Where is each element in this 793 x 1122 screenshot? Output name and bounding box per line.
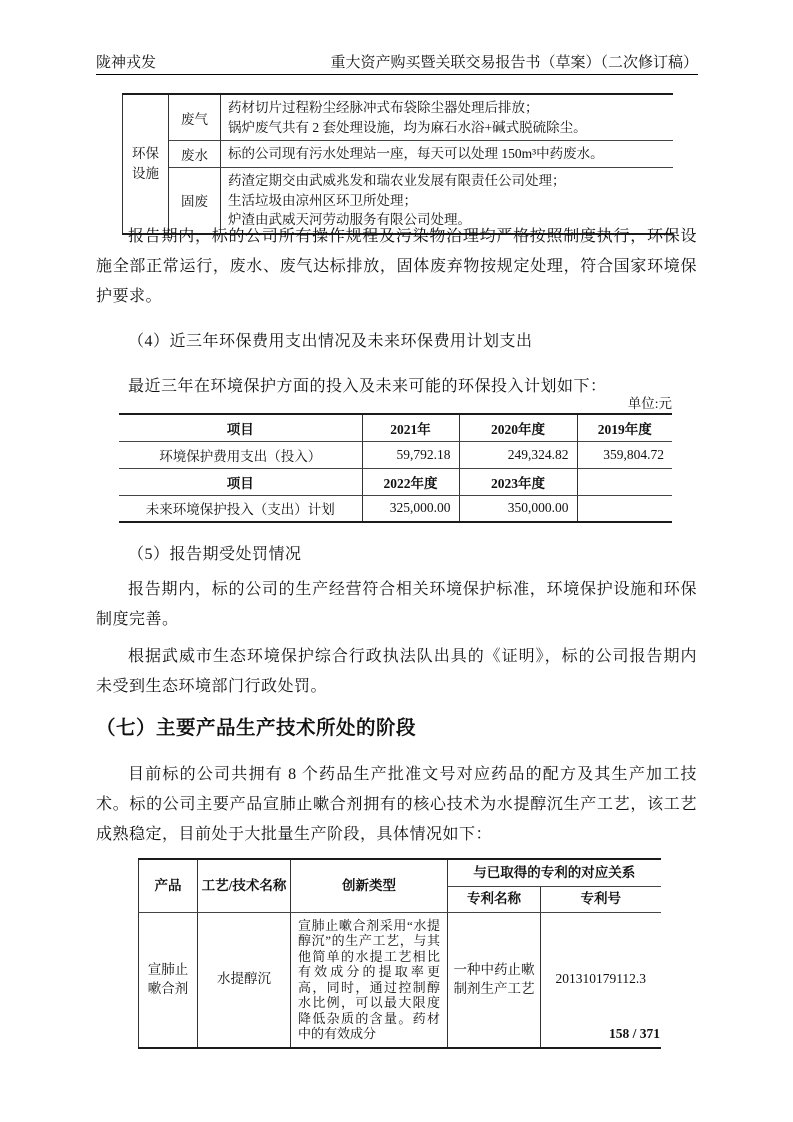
header-rule bbox=[96, 74, 698, 75]
desc-line: 药渣定期交由武威兆发和瑞农业发展有限责任公司处理； bbox=[228, 173, 566, 189]
desc-line: 锅炉废气共有 2 套处理设施，均为麻石水浴+碱式脱硫除尘。 bbox=[228, 119, 587, 135]
table-row bbox=[123, 141, 673, 168]
header-company-short-name: 陇神戎发 bbox=[96, 55, 157, 71]
paragraph-technology-intro: 目前标的公司共拥有 8 个药品生产批准文号对应药品的配方及其生产加工技术。标的公司主要产品宣肺止嗽合剂拥有的核心技术为水提醇沉生产工艺，该工艺成熟稳定，目前处于大批量生产阶段，具体情况如下： bbox=[96, 766, 697, 843]
subheading-4: （4）近三年环保费用支出情况及未来环保费用计划支出 bbox=[128, 333, 533, 350]
header-cell-patent-name: 专利名称 bbox=[448, 886, 541, 912]
paragraph-certificate: 根据武威市生态环境保护综合行政执法队出具的《证明》，标的公司报告期内未受到生态环境部门行政处罚。 bbox=[96, 648, 697, 695]
env-group-label: 环保设施 bbox=[123, 94, 169, 234]
table-header-row bbox=[119, 414, 672, 441]
header-cell bbox=[577, 468, 672, 495]
value-cell bbox=[577, 495, 672, 522]
env-type-cell: 废水 bbox=[169, 141, 221, 168]
patent-name-cell: 一种中药止嗽制剂生产工艺 bbox=[448, 912, 541, 1048]
page-number: 158 / 371 bbox=[608, 1026, 660, 1041]
row-label-cell: 环境保护费用支出（投入） bbox=[119, 441, 362, 468]
table-row bbox=[123, 94, 673, 141]
process-cell: 水提醇沉 bbox=[198, 912, 291, 1048]
desc-line: 标的公司现有污水处理站一座，每天可以处理 150m³中药废水。 bbox=[228, 146, 604, 162]
env-type-cell: 固废 bbox=[169, 168, 221, 234]
value-cell: 249,324.82 bbox=[459, 441, 577, 468]
header-cell-process: 工艺/技术名称 bbox=[198, 859, 291, 912]
value-cell: 325,000.00 bbox=[362, 495, 459, 522]
product-cell: 宣肺止嗽合剂 bbox=[139, 912, 198, 1048]
desc-line: 药材切片过程粉尘经脉冲式布袋除尘器处理后排放； bbox=[228, 100, 539, 115]
section-heading-7: （七）主要产品生产技术所处的阶段 bbox=[96, 717, 417, 739]
header-cell: 项目 bbox=[119, 414, 362, 441]
env-type-cell: 废气 bbox=[169, 94, 221, 141]
env-expense-table bbox=[119, 413, 672, 523]
desc-line: 生活垃圾由凉州区环卫所处理； bbox=[228, 192, 417, 208]
row-label-cell: 未来环境保护投入（支出）计划 bbox=[145, 502, 335, 518]
env-desc-cell bbox=[221, 141, 673, 168]
patent-table bbox=[138, 858, 661, 1049]
header-cell: 项目 bbox=[119, 468, 362, 495]
paragraph-penalty-status: 报告期内，标的公司的生产经营符合相关环境保护标准，环境保护设施和环保制度完善。 bbox=[96, 581, 697, 628]
header-cell: 2022年度 bbox=[362, 468, 459, 495]
table-row bbox=[119, 441, 672, 468]
table-header-row bbox=[139, 859, 661, 886]
paragraph-expense-intro: 最近三年在环境保护方面的投入及未来可能的环保投入计划如下： bbox=[128, 378, 607, 395]
header-cell: 2020年度 bbox=[459, 414, 577, 441]
table-row bbox=[139, 912, 661, 1048]
header-cell-patent-group: 与已取得的专利的对应关系 bbox=[448, 859, 661, 886]
value-cell: 359,804.72 bbox=[577, 441, 672, 468]
header-cell: 2019年度 bbox=[577, 414, 672, 441]
paragraph-compliance: 报告期内，标的公司所有操作规程及污染物治理均严格按照制度执行，环保设施全部正常运行，废水、废气达标排放，固体废弃物按规定处理，符合国家环境保护要求。 bbox=[96, 228, 697, 305]
table-header-row bbox=[119, 468, 672, 495]
header-report-title: 重大资产购买暨关联交易报告书（草案）（二次修订稿） bbox=[330, 55, 698, 71]
env-facilities-table bbox=[122, 93, 673, 235]
header-cell: 2023年度 bbox=[459, 468, 577, 495]
desc-line: 炉渣由武威天河劳动服务有限公司处理。 bbox=[228, 212, 471, 228]
header-cell: 2021年 bbox=[362, 414, 459, 441]
table-unit-label: 单位:元 bbox=[627, 396, 672, 411]
table-row bbox=[119, 495, 672, 522]
header-cell-product: 产品 bbox=[139, 859, 198, 912]
env-desc-cell bbox=[221, 94, 673, 141]
header-cell-innovation: 创新类型 bbox=[291, 859, 448, 912]
value-cell: 350,000.00 bbox=[459, 495, 577, 522]
value-cell: 59,792.18 bbox=[362, 441, 459, 468]
header-cell-patent-no: 专利号 bbox=[541, 886, 661, 912]
subheading-5: （5）报告期受处罚情况 bbox=[128, 546, 302, 563]
patent-no-cell: 201310179112.3 bbox=[541, 912, 661, 1048]
innovation-cell: 宣肺止嗽合剂采用“水提醇沉”的生产工艺，与其他简单的水提工艺相比有效成分的提取率更高，同时，通过控制醇水比例，可以最大限度降低杂质的含量。药材中的有效成分 bbox=[291, 912, 448, 1048]
